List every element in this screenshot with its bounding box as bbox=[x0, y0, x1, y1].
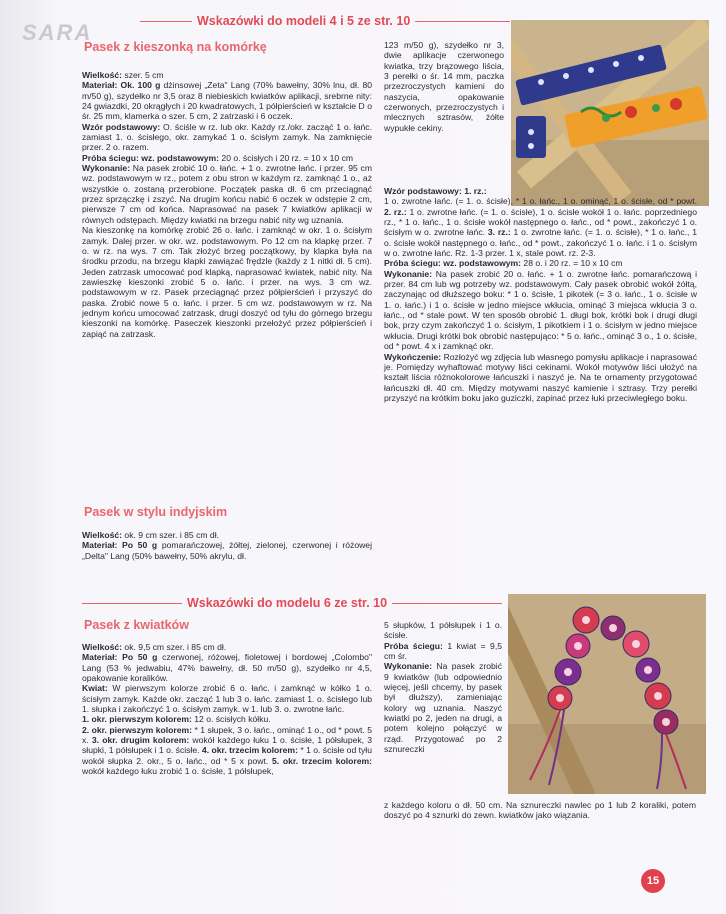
flower-belt-middle-column bbox=[384, 620, 502, 754]
section-header-text: Wskazówki do modeli 4 i 5 ze str. 10 bbox=[197, 14, 411, 28]
flower-material-label: Materiał: Po 50 g bbox=[82, 652, 158, 663]
flower-round1 bbox=[82, 714, 372, 724]
flower-belt-continued: z każdego koloru o dł. 50 cm. Na sznureczki nawlec po 1 lub 2 koraliki, potem doszyć po 4 sznurki do zewn. kwiatków jako wiązania. bbox=[384, 800, 696, 821]
material-label: Materiał: Ok. 100 g bbox=[82, 80, 161, 91]
indian-material-label: Materiał: Po 50 g bbox=[82, 540, 158, 551]
photo-flower-belt bbox=[508, 594, 706, 794]
size-paragraph bbox=[82, 70, 372, 80]
photo-belts-on-sand bbox=[511, 20, 709, 206]
flower-size-text: ok. 9,5 cm szer. i 85 cm dł. bbox=[122, 642, 227, 652]
gauge-label: Próba ściegu: wz. podstawowym: bbox=[82, 152, 220, 163]
indian-finish-label: Wykończenie: bbox=[384, 351, 442, 362]
indian-row3-label: 3. rz.: bbox=[487, 227, 511, 238]
pattern-paragraph bbox=[82, 122, 372, 153]
flower-work-text: Na pasek zrobić 9 kwiatków (lub odpowiednio więcej, jeśli chcemy, by pasek był dłuższy), zamieniając kolory wg uznania. Naszyć kwiatki po 2, jeden na drugi, a potem kolejno połączyć w rząd. Przygotować po 2 sznureczki bbox=[384, 661, 502, 755]
flower-work-label: Wykonanie: bbox=[384, 661, 433, 672]
flower-material-paragraph bbox=[82, 652, 372, 683]
flower-material-text: czerwonej, różowej, fioletowej i bordowej „Colombo" Lang (53 % jedwabiu, 47% bawełny, dł. 50 m/50 g), szydełko nr 4,5, opakowanie koralików. bbox=[82, 652, 372, 684]
indian-size-label: Wielkość: bbox=[82, 530, 123, 540]
round2-text: * 1 słupek, 3 o. łańc., ominąć 1 o., od * powt. 5 x. bbox=[82, 724, 372, 746]
indian-gauge-label: Próba ściegu: wz. podstawowym: bbox=[384, 258, 522, 269]
indian-belt-intro bbox=[82, 530, 372, 561]
indian-row2-label: 2. rz.: bbox=[384, 206, 407, 217]
round3-text: wokół każdego łuku 1 o. ścisłe, 1 półsłupek, 3 słupki, 1 półsłupek i 1 o. ścisłe. bbox=[82, 735, 373, 756]
indian-material-continued: 123 m/50 g), szydełko nr 3, dwie aplikacje czerwonego kwiatka, trzy brązowego liścia, 3 perełki o śr. 14 mm, paczka przezroczystych kamieni do naszycia, opakowanie czerwonych, przezroczystych i mlecznych sztrasów, żółte wypukłe cekiny. bbox=[384, 40, 504, 133]
flower-kwiat-label: Kwiat: bbox=[82, 683, 108, 694]
round5-label: 5. okr. trzecim kolorem: bbox=[271, 755, 372, 766]
flower-work-paragraph bbox=[384, 661, 502, 754]
size-label: Wielkość: bbox=[82, 70, 123, 80]
size-text: szer. 5 cm bbox=[122, 70, 164, 80]
indian-gauge-paragraph bbox=[384, 258, 697, 268]
title-flower-belt: Pasek z kwiatków bbox=[84, 618, 189, 632]
material-text: dżinsowej „Zeta" Lang (70% bawełny, 30% lnu, dł. 80 m/50 g), szydełko nr 3,5 oraz 8 niebieskich kwiatków aplikacji, srebrne nity: 24 gwiazdki, 20 okrągłych i 20 kwadratowych, 1 półpierścień w kształcie D o śr. 25 mm, klamerka o szer. 5 cm, 2 zatrzaski i 6 oczek. bbox=[82, 80, 372, 122]
flower-kwiat-text: W pierwszym kolorze zrobić 6 o. łańc. i zamknąć w kółko 1 o. ścisłym zamyk. Każde okr. zacząć 1 lub 3 o. łańc. zamiast 1. o. ścisłego lub 1. słupka i zakończyć 1 o. ścisłym zamyk. w 1. lub 3. o. zwrotne łańc. bbox=[82, 683, 372, 715]
work-label: Wykonanie: bbox=[82, 163, 131, 174]
indian-pattern-rows bbox=[384, 196, 697, 258]
indian-pattern-text: 1 o. zwrotne łańc. (= 1. o. ścisłe), * 1 o. łańc., 1 o. ominąć, 1 o. ścisłe, od * powt. bbox=[384, 196, 697, 207]
left-column-instructions bbox=[82, 70, 372, 339]
indian-work-text: Na pasek zrobić 20 o. łańc. + 1 o. zwrotne łańc. pomarańczową i przer. 84 cm lub wg potrzeby wz. podstawowym. Cały pasek obrobić wokół żółtą, zaczynając od dłuższego boku: * 1 o. ścisłe, 1 pikotek (= 3 o. łańc., 1 o. ścisłe w 1. o. łańc.) i 1 o. ścisłe w jedno miejsce wkłucia, ominąć 3 miejsca wkłucia 3 o. łańc., od * stale powt. W ten sposób obrobić 1. długi bok, krótki bok i drugi długi bok, przy czym zakończyć 1 o. ścisłym, 1 pikotkiem i 1 o. ścisłym w jedno miejsce wkłucia. Drugi krótki bok obrobić następująco: * 5 o. łańc., ominąć 3 o., 1 o. ścisłe, od * powt. 4 x i zamknąć okr. bbox=[384, 268, 697, 352]
indian-size-paragraph bbox=[82, 530, 372, 540]
indian-material-text: pomarańczowej, żółtej, zielonej, czerwonej i różowej „Delta" Lang (50% bawełny, 50% akrylu, dł. bbox=[82, 540, 373, 561]
round4-text: * 1 o. ścisłe od tyłu wokół słupka 2. okr., 5 o. łańc., od * 5 x powt. bbox=[82, 745, 372, 766]
round3-label: 3. okr. drugim kolorem: bbox=[91, 735, 190, 746]
pattern-text: O. ściśle w rz. lub okr. Każdy rz./okr. zacząć 1 o. łańc. zamiast 1. o. ścisłego, okr. zamykać 1 o. ścisłym zamyk. Na zamknięcie przer. 2 o. razem. bbox=[82, 121, 372, 153]
material-paragraph bbox=[82, 80, 372, 121]
watermark-sara: SARA bbox=[22, 20, 93, 45]
section2-header-text: Wskazówki do modelu 6 ze str. 10 bbox=[187, 596, 388, 610]
gauge-text: 20 o. ścisłych i 20 rz. = 10 x 10 cm bbox=[219, 152, 354, 163]
indian-row2-text: 1 o. zwrotne łańc. (= 1. o. ścisłe), 1 o. ścisłe wokół 1 o. łańc. poprzedniego rz., * 1 o. łańc., 1 o. ścisłe wokół następnego o. łańc., od * powt., zakończyć 1 o. ścisłym w o. zwrotne łańc. bbox=[384, 206, 697, 238]
flower-cont-paragraph: 5 słupków, 1 półsłupek i 1 o. ścisłe. bbox=[384, 620, 502, 641]
pattern-label: Wzór podstawowy: bbox=[82, 121, 161, 132]
flower-kwiat-paragraph bbox=[82, 683, 372, 714]
gauge-paragraph bbox=[82, 153, 372, 163]
round1-text: 12 o. ścisłych kółku. bbox=[191, 714, 271, 725]
flower-belt-left-column bbox=[82, 642, 372, 776]
round4-label: 4. okr. trzecim kolorem: bbox=[201, 745, 298, 756]
flower-rounds bbox=[82, 725, 372, 777]
indian-size-text: ok. 9 cm szer. i 85 cm dł. bbox=[122, 530, 219, 540]
indian-pattern-paragraph bbox=[384, 186, 697, 196]
indian-finish-text: Rozłożyć wg zdjęcia lub własnego pomysłu aplikacje i naprasować je. Pomiędzy wyhaftować motywy liści cekinami. Wokół motywów liści ułożyć na kształt liścia różnokolorowe łańcuszki i naszyć je. Na te ornamenty przygotować łańcuszki dł. 40 cm. Między motywami naszyć kamienie i sztrasy. Trzy perełki przyszyć na krótkim boku jako guziczki, zapinać przez łuki przeciwległego boku. bbox=[384, 351, 697, 403]
indian-gauge-text: 28 o. i 20 rz. = 10 x 10 cm bbox=[521, 258, 623, 269]
round2-label: 2. okr. pierwszym kolorem: bbox=[82, 724, 193, 735]
work-text: Na pasek zrobić 10 o. łańc. + 1 o. zwrotne łańc. i przer. 95 cm wz. podstawowym w rz., potem z obu stron w każdym rz. zamknąć 1 o., aż wszystkie o. zostaną przerobione. Początek paska dł. 6 cm przeciągnąć przez sprzączkę i zszyć. Na drugim końcu nabić 6 oczek w odstępie 2 cm, pierwsze 7 cm od końca. Naprasować na pasek 7 kwiatków aplikacji w równych odstępach. Między kwiatki na brzegu nabić nity wg uznania. bbox=[82, 163, 372, 225]
indian-pattern-label: Wzór podstawowy: 1. rz.: bbox=[384, 186, 487, 196]
section-header-model-6 bbox=[82, 596, 502, 610]
right-column-instructions bbox=[384, 186, 697, 403]
section-header-models-4-5 bbox=[140, 14, 510, 28]
indian-material-paragraph bbox=[82, 540, 372, 561]
round5-text: wokół każdego łuku zrobić 1 o. ścisłe, 1 półsłupek, bbox=[82, 766, 274, 777]
title-indian-belt: Pasek w stylu indyjskim bbox=[84, 505, 228, 519]
flower-gauge-text: 1 kwiat = 9,5 cm śr. bbox=[384, 640, 502, 662]
work-paragraph bbox=[82, 163, 372, 225]
flower-size-paragraph bbox=[82, 642, 372, 652]
flower-gauge-label: Próba ściegu: bbox=[384, 640, 443, 651]
indian-row3-text: 1 o. zwrotne łańc. (= 1. o. ścisłe), * 1 o. łańc., 1 o. ścisłe wokół następnego o. łańc., od * powt., zakończyć 1 o. łańc. i 1 o. ścisłym w o. zwrotne łańc. Rz. 1-3 przer. 1 x, stale powt. rz. 2-3. bbox=[384, 227, 697, 259]
page-number: 15 bbox=[641, 869, 665, 893]
pocket-paragraph: Na kieszonkę na komórkę zrobić 26 o. łańc. i zamknąć w okr. 1 o. ścisłym zamyk. Dalej przer. w okr. wz. podstawowym. Po 12 cm na klapkę przer. 7 o. w rz. na wys. 7 cm. Tak złożyć brzeg początkowy, by klapka była na środku przodu, na brzegu klapki zawiązać frędzle (każdy z 1 nitki dł. 5 cm). Jeden zatrzask umocować pod klapką, naprasować kwiatek, nabić nity. Na zawieszkę kieszonki zrobić 5 o. łańc. i przer. na wys. 3 cm wz. podstawowym w rz. Pasek przeciągnąć przez półpierścień i przyszyć do paska. Zrobić nowe 5 o. łańc. i przer. 5 cm wz. podstawowym w rz. Na jednym końcu umocować zatrzask, drugi doszyć od tyłu do górnego brzegu kieszonki na komórkę. Paseczek kieszonki przełożyć przez półpierścień i zapiąć na zatrzask. bbox=[82, 225, 372, 339]
flower-size-label: Wielkość: bbox=[82, 642, 123, 652]
indian-finish-paragraph bbox=[384, 352, 697, 404]
flower-gauge-paragraph bbox=[384, 641, 502, 662]
title-pocket-belt: Pasek z kieszonką na komórkę bbox=[84, 40, 267, 54]
round1-label: 1. okr. pierwszym kolorem: bbox=[82, 714, 192, 725]
indian-work-paragraph bbox=[384, 269, 697, 352]
indian-work-label: Wykonanie: bbox=[384, 268, 433, 279]
